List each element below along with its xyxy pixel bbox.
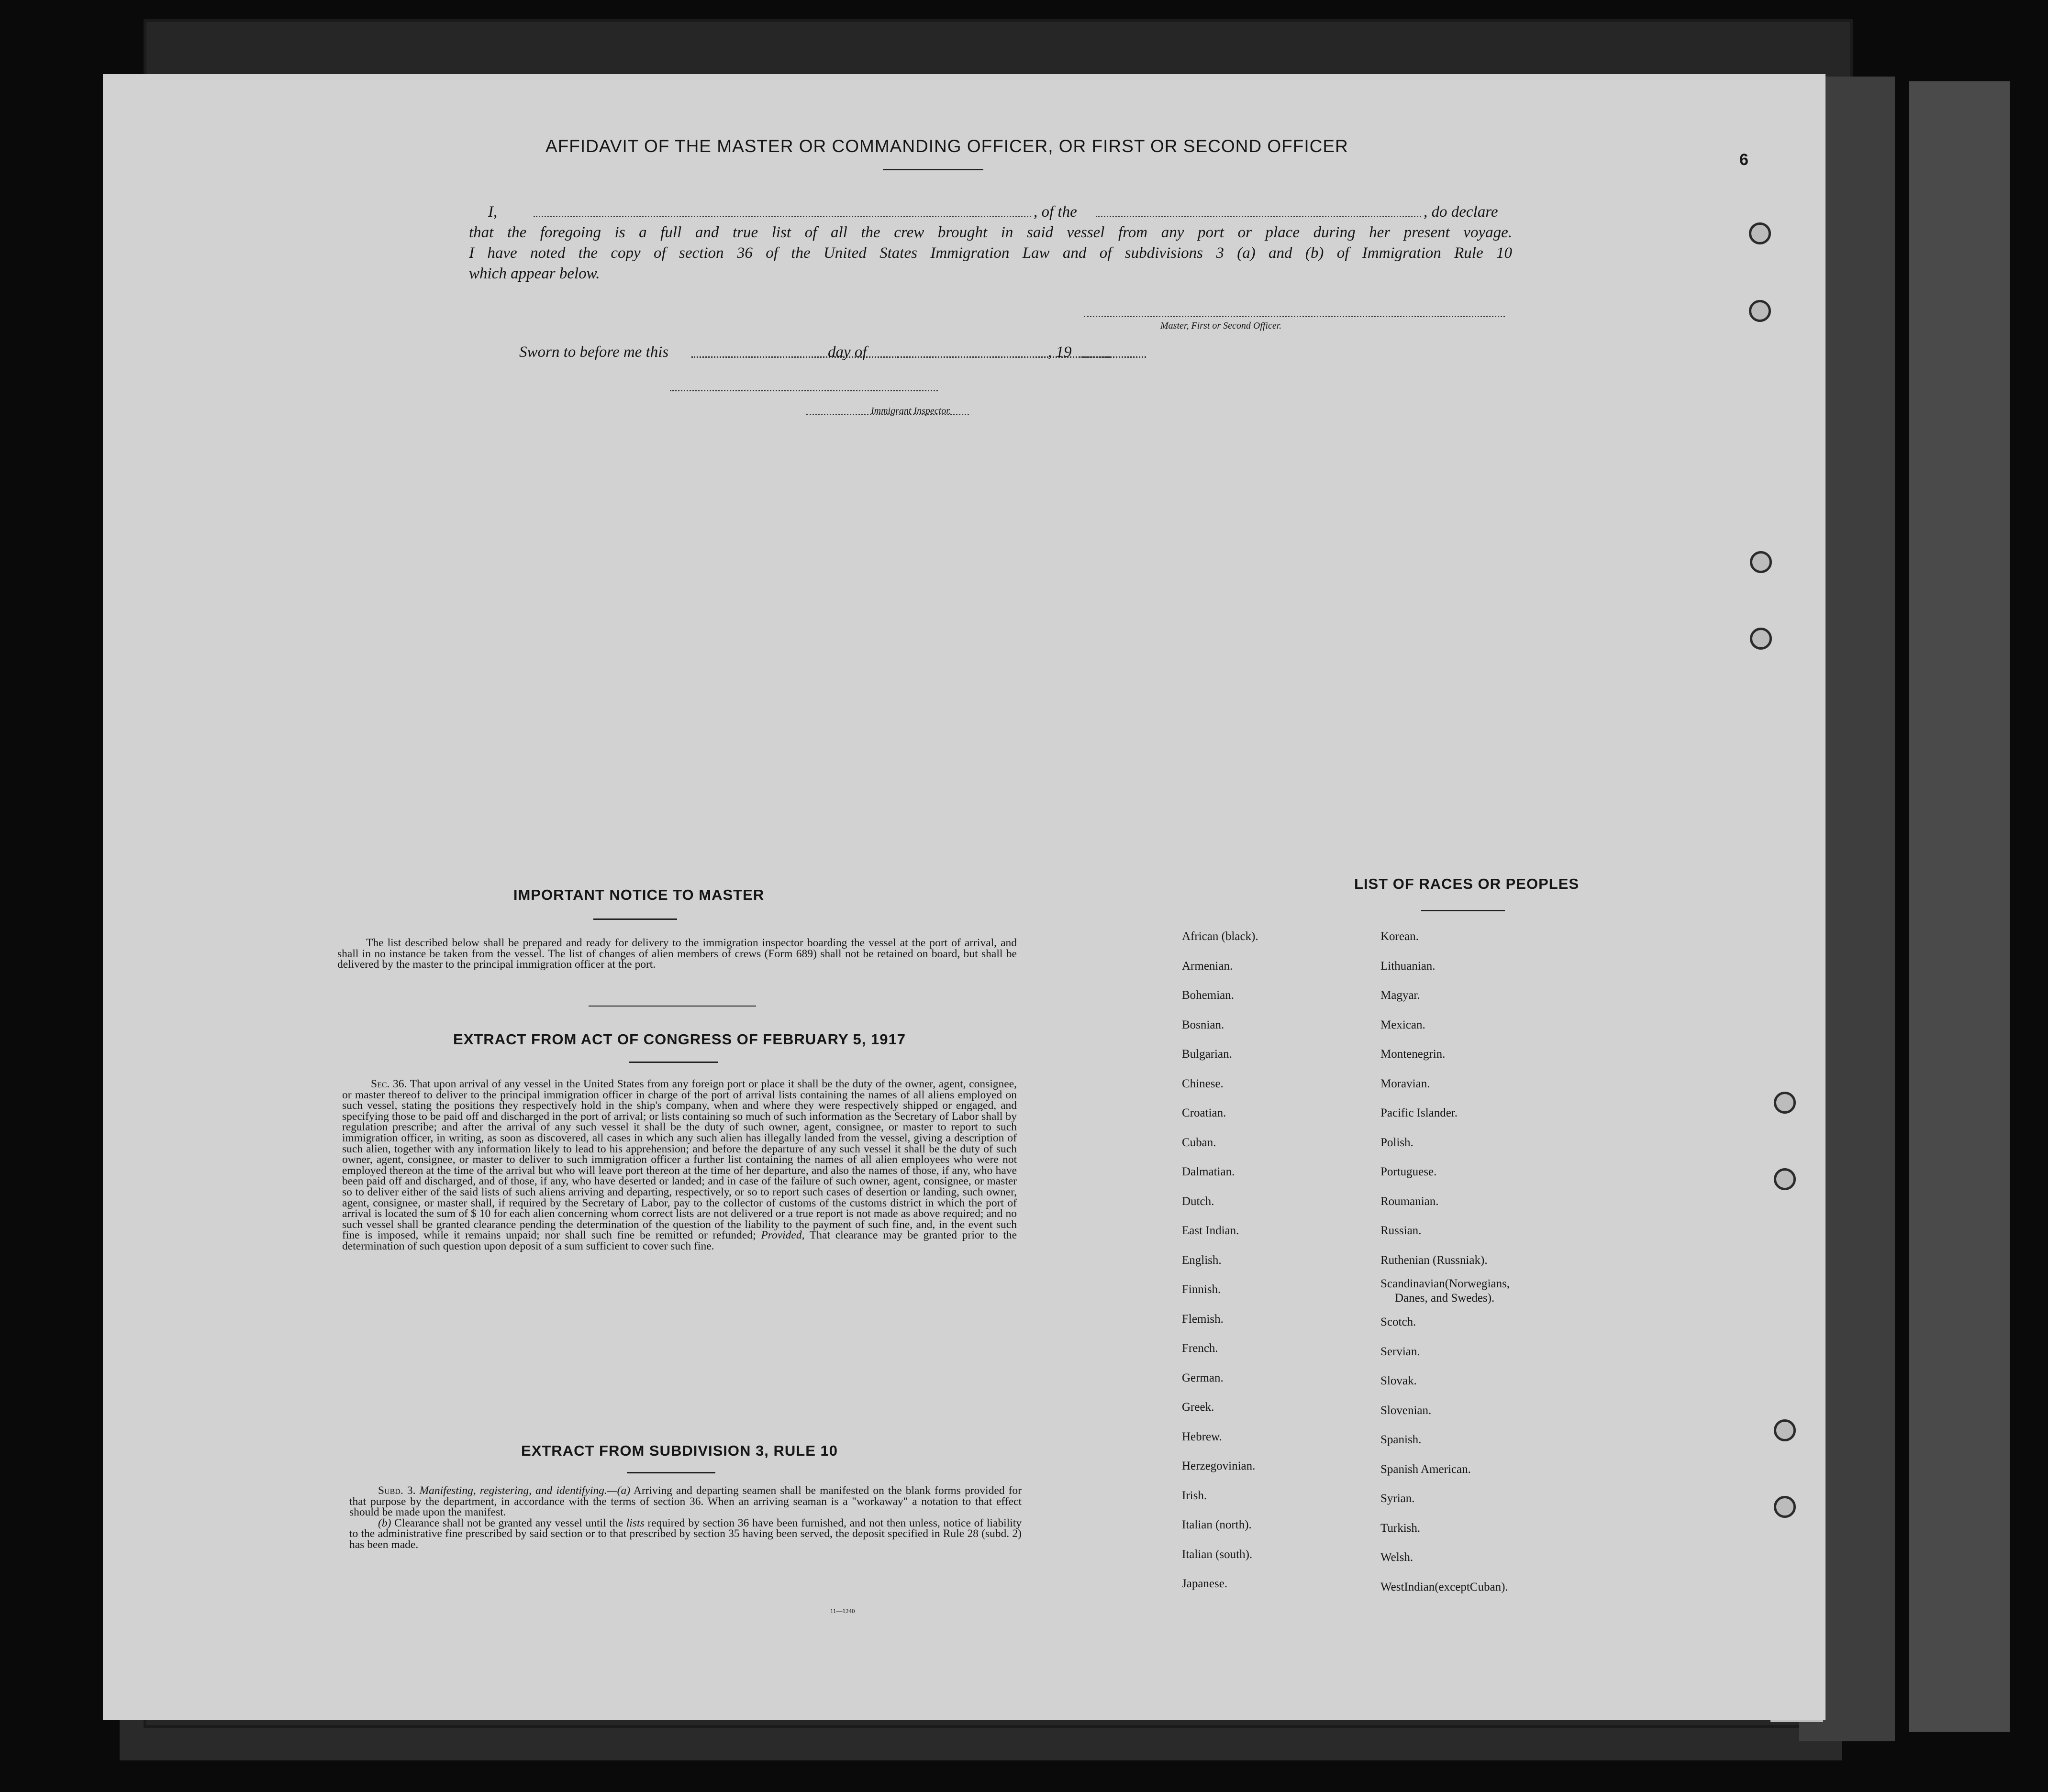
form-number: 11—1240 xyxy=(830,1607,855,1615)
race-item: Armenian. xyxy=(1182,959,1233,973)
affidavit-of-the: , of the xyxy=(1034,203,1077,221)
rule-text-b2: required by section 36 have been furnished, and not then unless, notice of liability to the administrative fine prescribed by said section or to that prescribed by section 35 having been served, the deposit specified in Rule 28 (subd. 2) has been made. xyxy=(349,1516,1022,1551)
act-paragraph: That upon arrival of any vessel in the United States from any foreign port or place it shall be the duty of the owner, agent, consignee, or master thereof to deliver to the principal immigration officer in charge of the port of arrival lists containing the names of all aliens employed on such vessel, stating the positions they respectively hold in the ship's company, when and where they were respectively shipped or engaged, and specifying those to be paid off and discharged in the port of arrival; or lists containing so much of such information as the Secretary of Labor shall by regulation prescribe; and after the arrival of any such vessel it shall be the duty of such owner, agent, consignee, or master to report to such immigration officer, in writing, as soon as discovered, all cases in which any such alien has illegally landed from the vessel, giving a description of such alien, together with any information likely to lead to his apprehension; and before the departure of any such vessel it shall be the duty of such owner, agent, consignee, or master to deliver to such immigration officer a further list containing the names of all alien employees who were not employed thereon at the time of the arrival but who will leave port thereon at the time of her departure, and also the names of those, if any, who have been paid off and discharged, and of those, if any, who have deserted or landed; and in case of the failure of such owner, agent, consignee, or master so to deliver either of the said lists of such aliens arriving and departing, respectively, or so to report such cases of desertion or landing, such owner, agent, consignee, or master shall, if required by the Secretary of Labor, pay to the collector of customs of the customs district in which the port of arrival is located the sum of $ 10 for each alien concerning whom correct lists are not delivered or a true report is not made as above required; and no such vessel shall be granted clearance pending the determination of the question of the liability to the payment of such fine, and, in the event such fine is imposed, while it remains unpaid; nor shall such fine be remitted or refunded; xyxy=(342,1078,1017,1242)
race-item: Roumanian. xyxy=(1380,1195,1439,1208)
race-item: Bosnian. xyxy=(1182,1018,1224,1031)
label-b: (b) xyxy=(378,1516,391,1529)
race-item: Portuguese. xyxy=(1380,1165,1437,1178)
race-item: WestIndian(exceptCuban). xyxy=(1380,1580,1508,1593)
rule-text-b1: Clearance shall not be granted any vessel until the xyxy=(394,1516,623,1529)
race-item: Dutch. xyxy=(1182,1195,1214,1208)
race-item: Ruthenian (Russniak). xyxy=(1380,1253,1488,1267)
race-item: Syrian. xyxy=(1380,1492,1415,1505)
binder-hole xyxy=(1774,1419,1796,1441)
race-item: Turkish. xyxy=(1380,1521,1421,1535)
act-extract-text xyxy=(342,1079,1017,1252)
race-item: Slovenian. xyxy=(1380,1404,1432,1417)
binder-hole xyxy=(1750,551,1772,573)
races-right-column xyxy=(1380,922,1620,1602)
affidavit-line-3: I have noted the copy of section 36 of the United States Immigration Law and of subdivisions 3 (a) and (b) of Immigration Rule 10 xyxy=(469,244,1512,262)
race-item: Montenegrin. xyxy=(1380,1048,1446,1061)
races-left-column xyxy=(1182,922,1364,1599)
race-item: Lithuanian. xyxy=(1380,959,1436,973)
subd-label: Subd. 3. xyxy=(378,1484,416,1497)
races-title: LIST OF RACES OR PEOPLES xyxy=(1354,875,1580,892)
race-item: Flemish. xyxy=(1182,1312,1224,1326)
race-item: Polish. xyxy=(1380,1136,1414,1149)
inspector-caption: Immigrant Inspector. xyxy=(871,406,951,416)
binder-hole xyxy=(1774,1496,1796,1518)
day-blank xyxy=(691,356,931,358)
binder-hole xyxy=(1749,300,1771,322)
name-blank xyxy=(534,216,1031,217)
year-blank xyxy=(1079,356,1110,358)
provided-text: That clearance may be granted prior to the determination of such question upon deposit of a sum sufficient to cover such fine. xyxy=(342,1229,1017,1252)
race-item: Cuban. xyxy=(1182,1136,1216,1149)
race-item: Slovak. xyxy=(1380,1374,1417,1387)
race-item: Russian. xyxy=(1380,1224,1422,1237)
subd-heading: Manifesting, registering, and identifying.—(a) xyxy=(419,1484,631,1497)
race-item: English. xyxy=(1182,1253,1222,1267)
day-of-text: day of xyxy=(828,343,867,361)
race-item: Danes, and Swedes). xyxy=(1395,1292,1495,1305)
vessel-blank xyxy=(1096,216,1421,217)
race-item: Dalmatian. xyxy=(1182,1165,1235,1178)
race-item: Korean. xyxy=(1380,930,1419,943)
act-extract-title: EXTRACT FROM ACT OF CONGRESS OF FEBRUARY 5, 1917 xyxy=(453,1031,906,1048)
affidavit-title: AFFIDAVIT OF THE MASTER OR COMMANDING OFFICER, OR FIRST OR SECOND OFFICER xyxy=(545,136,1348,156)
film-border-right-outer xyxy=(1909,81,2010,1732)
race-item: Bohemian. xyxy=(1182,989,1235,1002)
affidavit-do-declare: , do declare xyxy=(1424,203,1498,221)
race-item: African (black). xyxy=(1182,930,1258,943)
rule-extract-text xyxy=(349,1485,1022,1550)
binder-hole xyxy=(1749,222,1771,244)
master-signature-line xyxy=(1084,316,1505,317)
race-item: Scotch. xyxy=(1380,1316,1416,1328)
provided-word: Provided, xyxy=(761,1229,805,1242)
binder-hole xyxy=(1750,628,1772,650)
notice-paragraph: The list described below shall be prepared and ready for delivery to the immigration inspector boarding the vessel at the port of arrival, and shall in no instance be taken from the vessel. The list of changes of alien members of crews (Form 689) shall not be retained on board, but shall be delivered by the master to the principal immigration officer at the port. xyxy=(337,937,1017,971)
race-item: Chinese. xyxy=(1182,1077,1224,1090)
binder-hole xyxy=(1774,1092,1796,1114)
year-prefix: , 19 xyxy=(1048,343,1072,361)
notice-title-underline xyxy=(593,918,677,920)
race-item: Finnish. xyxy=(1182,1283,1221,1296)
race-item: Welsh. xyxy=(1380,1551,1414,1564)
notice-text xyxy=(337,938,1017,970)
race-item: Italian (south). xyxy=(1182,1548,1253,1561)
race-item: East Indian. xyxy=(1182,1224,1239,1237)
race-item: Moravian. xyxy=(1380,1077,1430,1090)
race-item: Magyar. xyxy=(1380,989,1420,1002)
rule-title-underline xyxy=(627,1472,715,1473)
rule-text-a: Arriving and departing seamen shall be manifested on the blank forms provided for that purpose by the department, in accordance with the terms of section 36. When an arriving seaman is a "workaway" a notation to that effect should be made upon the manifest. xyxy=(349,1484,1022,1519)
race-item: Greek. xyxy=(1182,1401,1214,1414)
race-item-multiline xyxy=(1380,1275,1620,1307)
affidavit-i: I, xyxy=(488,203,498,221)
lists-word: lists xyxy=(626,1516,645,1529)
race-item: German. xyxy=(1182,1371,1224,1384)
race-item: Scandinavian(Norwegians, xyxy=(1380,1277,1510,1290)
section-divider xyxy=(589,1006,756,1007)
inspector-signature-line xyxy=(670,390,938,391)
race-item: Spanish. xyxy=(1380,1433,1422,1446)
race-item: Spanish American. xyxy=(1380,1462,1471,1476)
race-item: Servian. xyxy=(1380,1345,1420,1358)
binder-hole xyxy=(1774,1168,1796,1190)
sec-label: Sec. 36. xyxy=(371,1078,407,1090)
race-item: Mexican. xyxy=(1380,1018,1425,1031)
race-item: Pacific Islander. xyxy=(1380,1106,1458,1119)
title-underline xyxy=(883,169,983,170)
act-title-underline xyxy=(629,1062,718,1063)
page-number-mark: 6 xyxy=(1739,151,1748,169)
affidavit-line-4: which appear below. xyxy=(469,265,600,282)
race-item: Italian (north). xyxy=(1182,1518,1252,1531)
races-title-underline xyxy=(1421,910,1505,911)
master-caption: Master, First or Second Officer. xyxy=(1160,321,1282,331)
document-page xyxy=(103,74,1825,1720)
affidavit-line-2: that the foregoing is a full and true list of all the crew brought in said vessel from any port or place during her present voyage. xyxy=(469,224,1512,241)
race-item: Hebrew. xyxy=(1182,1430,1222,1443)
race-item: Japanese. xyxy=(1182,1577,1228,1590)
notice-title: IMPORTANT NOTICE TO MASTER xyxy=(513,886,765,903)
race-item: Bulgarian. xyxy=(1182,1048,1232,1061)
race-item: Irish. xyxy=(1182,1489,1207,1502)
race-item: Croatian. xyxy=(1182,1106,1226,1119)
rule-extract-title: EXTRACT FROM SUBDIVISION 3, RULE 10 xyxy=(521,1442,838,1459)
race-item: French. xyxy=(1182,1342,1218,1355)
sworn-text: Sworn to before me this xyxy=(519,343,669,361)
race-item: Herzegovinian. xyxy=(1182,1460,1256,1472)
